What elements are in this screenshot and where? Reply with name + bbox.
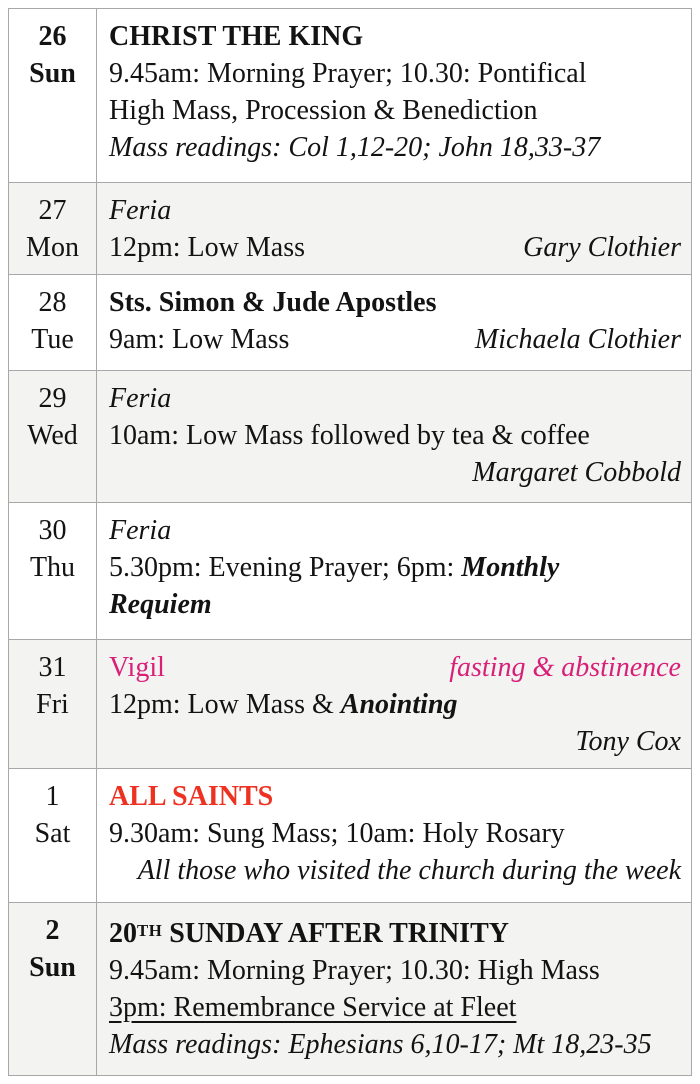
day-name: Fri <box>36 689 69 720</box>
special-service-name: Monthly <box>461 552 560 583</box>
service-schedule <box>109 686 681 723</box>
date-cell <box>9 769 97 902</box>
feast-number: 20 <box>109 918 137 950</box>
service-calendar-table <box>8 8 692 1076</box>
date-cell <box>9 503 97 639</box>
day-name: Wed <box>27 420 78 451</box>
day-name: Sun <box>29 58 76 89</box>
schedule-line <box>109 321 681 358</box>
content-cell <box>97 275 691 370</box>
feast-title: CHRIST THE KING <box>109 21 364 52</box>
date-cell <box>9 371 97 502</box>
feast-title: Feria <box>109 515 172 546</box>
mass-readings: Mass readings: Col 1,12-20; John 18,33-37 <box>109 132 601 163</box>
content-cell <box>97 183 691 274</box>
schedule-line <box>109 229 681 266</box>
mass-intention: All those who visited the church during the week <box>137 855 681 886</box>
remembrance-service-line: 3pm: Remembrance Service at Fleet <box>109 992 517 1024</box>
mass-intention: Gary Clothier <box>523 232 681 263</box>
day-name: Tue <box>31 324 74 355</box>
special-service-name: Anointing <box>340 689 458 720</box>
mass-intention: Michaela Clothier <box>474 324 681 355</box>
schedule-text: 5.30pm: Evening Prayer; 6pm: <box>109 552 462 583</box>
service-schedule: 12pm: Low Mass <box>109 232 305 263</box>
calendar-row-tue-28 <box>9 275 691 371</box>
service-schedule: 9.30am: Sung Mass; 10am: Holy Rosary <box>109 818 565 849</box>
feast-title: ALL SAINTS <box>109 781 274 812</box>
content-cell <box>97 769 691 902</box>
date-number: 2 <box>45 915 60 946</box>
date-number: 29 <box>38 383 67 414</box>
date-number: 31 <box>38 652 67 683</box>
mass-readings: Mass readings: Ephesians 6,10-17; Mt 18,23-35 <box>109 1029 652 1061</box>
feast-title: Sts. Simon & Jude Apostles <box>109 287 437 318</box>
schedule-text: 12pm: Low Mass & <box>109 689 341 720</box>
content-cell <box>97 371 691 502</box>
day-name: Sun <box>29 952 76 983</box>
feast-name: SUNDAY AFTER TRINITY <box>162 918 509 950</box>
feast-title <box>109 912 681 952</box>
mass-intention: Margaret Cobbold <box>472 457 681 488</box>
content-cell <box>97 9 691 182</box>
service-schedule: 9am: Low Mass <box>109 324 290 355</box>
content-cell <box>97 503 691 639</box>
feast-title: Feria <box>109 383 172 414</box>
service-schedule-line-1: 9.45am: Morning Prayer; 10.30: Pontifical <box>109 58 587 89</box>
calendar-row-sun-2 <box>9 903 691 1075</box>
date-cell <box>9 183 97 274</box>
content-cell <box>97 640 691 768</box>
calendar-row-thu-30 <box>9 503 691 640</box>
calendar-row-mon-27 <box>9 183 691 275</box>
day-name: Mon <box>26 232 79 263</box>
service-schedule-line-1 <box>109 549 681 586</box>
feast-line <box>109 649 681 686</box>
mass-intention: Tony Cox <box>575 726 681 757</box>
day-name: Thu <box>29 552 76 583</box>
day-name: Sat <box>34 818 71 849</box>
date-cell <box>9 9 97 182</box>
feast-title: Feria <box>109 195 172 226</box>
date-number: 30 <box>38 515 67 546</box>
date-number: 27 <box>38 195 67 226</box>
date-number: 28 <box>38 287 67 318</box>
fasting-abstinence-note: fasting & abstinence <box>449 652 681 683</box>
service-schedule: 10am: Low Mass followed by tea & coffee <box>109 420 590 451</box>
feast-title: Vigil <box>109 652 165 683</box>
service-schedule-line-2: High Mass, Procession & Benediction <box>109 95 538 126</box>
calendar-row-fri-31 <box>9 640 691 769</box>
service-schedule: 9.45am: Morning Prayer; 10.30: High Mass <box>109 955 600 987</box>
calendar-row-wed-29 <box>9 371 691 503</box>
special-service-name-continued: Requiem <box>109 589 212 620</box>
feast-ordinal-suffix: TH <box>137 921 163 940</box>
calendar-row-sat-1 <box>9 769 691 903</box>
date-number: 26 <box>38 21 67 52</box>
content-cell <box>97 903 691 1075</box>
date-cell <box>9 903 97 1075</box>
date-number: 1 <box>45 781 60 812</box>
date-cell <box>9 275 97 370</box>
date-cell <box>9 640 97 768</box>
calendar-row-sun-26 <box>9 9 691 183</box>
